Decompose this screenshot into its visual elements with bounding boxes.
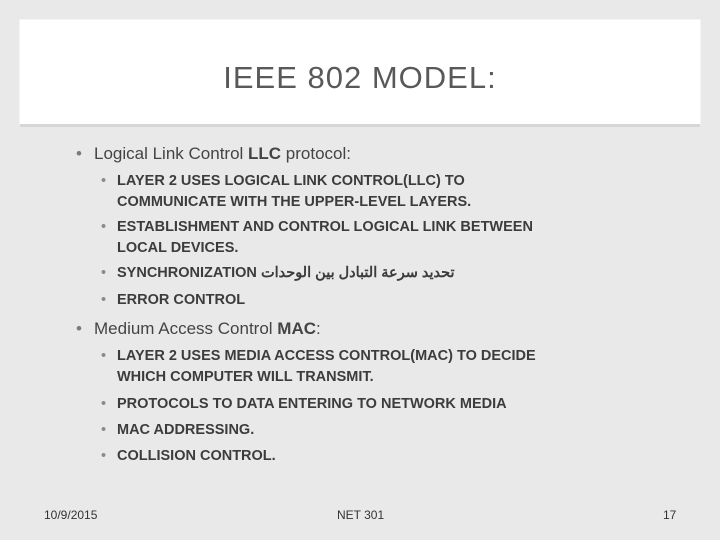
- list-item-line: PROTOCOLS TO DATA ENTERING TO NETWORK MEDIA: [117, 396, 507, 412]
- list-item-line: SYNCHRONIZATION تحديد سرعة التبادل بين الوحدات: [117, 265, 455, 281]
- section-label-prefix: Medium Access Control: [94, 319, 278, 338]
- list-item-line: WHICH COMPUTER WILL TRANSMIT.: [117, 369, 374, 385]
- section-label-suffix: :: [316, 319, 321, 338]
- slide-title: IEEE 802 MODEL:: [223, 60, 497, 95]
- bullet-icon: •: [101, 292, 107, 308]
- bullet-icon: •: [101, 448, 107, 464]
- section-label-bold: MAC: [277, 319, 317, 338]
- bullet-icon: •: [101, 396, 107, 412]
- bullet-icon: •: [101, 219, 107, 235]
- list-item-line: ESTABLISHMENT AND CONTROL LOGICAL LINK BETWEEN: [117, 219, 533, 235]
- list-item-line: LAYER 2 USES MEDIA ACCESS CONTROL(MAC) TO DECIDE: [117, 348, 536, 364]
- bullet-icon: •: [76, 144, 82, 163]
- list-item-line: COMMUNICATE WITH THE UPPER-LEVEL LAYERS.: [117, 194, 472, 210]
- section-label-prefix: Logical Link Control: [94, 144, 249, 163]
- list-item-line: COLLISION CONTROL.: [117, 448, 276, 464]
- bullet-icon: •: [101, 173, 107, 189]
- footer-course: NET 301: [337, 508, 385, 522]
- footer-date: 10/9/2015: [44, 508, 98, 522]
- list-item-line: ERROR CONTROL: [117, 292, 246, 308]
- bullet-icon: •: [101, 422, 107, 438]
- bullet-icon: •: [101, 348, 107, 364]
- bullet-icon: •: [76, 319, 82, 338]
- list-item-line: LAYER 2 USES LOGICAL LINK CONTROL(LLC) TO: [117, 173, 465, 189]
- footer-page-number: 17: [663, 508, 677, 522]
- list-item-line: LOCAL DEVICES.: [117, 240, 239, 256]
- bullet-icon: •: [101, 265, 107, 281]
- section-label-bold: LLC: [248, 144, 282, 163]
- section-label-suffix: protocol:: [281, 144, 352, 163]
- list-item-line: MAC ADDRESSING.: [117, 422, 255, 438]
